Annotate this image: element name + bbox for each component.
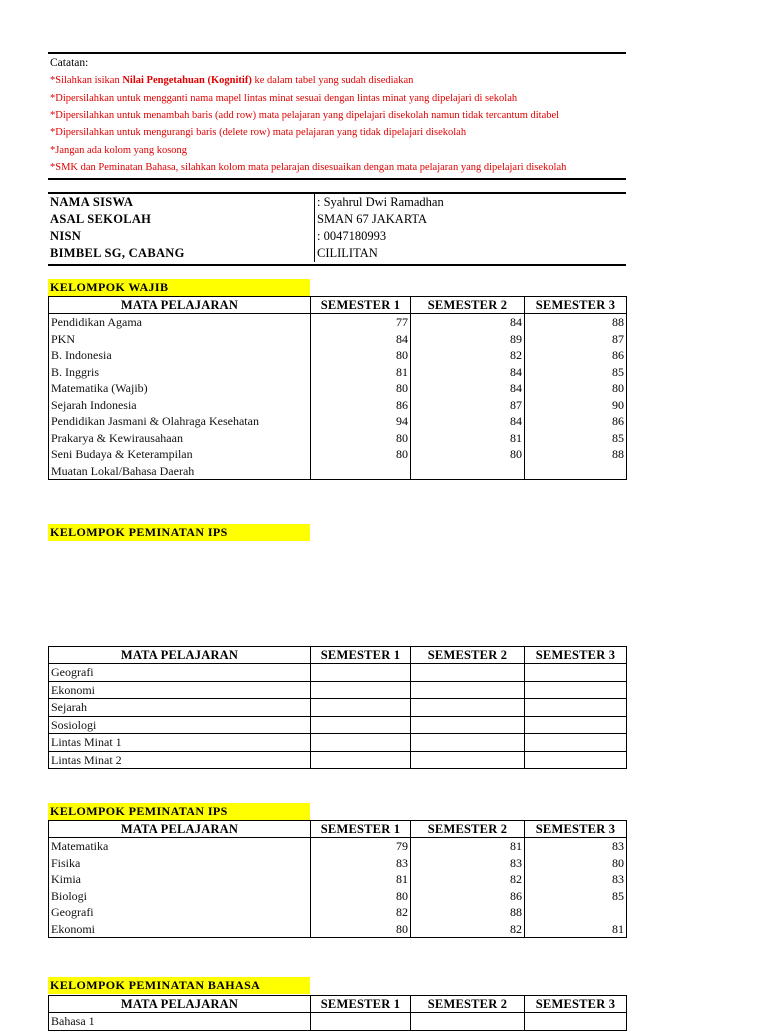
semester-3-cell[interactable] xyxy=(525,751,627,769)
semester-3-cell[interactable]: 80 xyxy=(525,855,627,872)
info-value[interactable]: SMAN 67 JAKARTA xyxy=(314,211,427,228)
note-line: *Jangan ada kolom yang kosong xyxy=(50,145,188,156)
info-row-name xyxy=(48,194,626,211)
table-header-row xyxy=(49,297,627,314)
subject-cell[interactable]: Matematika (Wajib) xyxy=(49,380,311,397)
semester-2-cell[interactable]: 84 xyxy=(411,364,525,381)
semester-2-cell[interactable]: 88 xyxy=(411,904,525,921)
semester-2-cell[interactable]: 82 xyxy=(411,921,525,938)
notes-box xyxy=(48,52,626,180)
subject-cell[interactable]: Sosiologi xyxy=(49,716,311,734)
semester-3-cell[interactable]: 83 xyxy=(525,871,627,888)
table-row xyxy=(49,838,627,855)
semester-1-cell[interactable] xyxy=(311,1013,411,1031)
semester-3-cell[interactable]: 81 xyxy=(525,921,627,938)
semester-3-cell[interactable]: 88 xyxy=(525,446,627,463)
table-row xyxy=(49,855,627,872)
semester-1-cell[interactable]: 82 xyxy=(311,904,411,921)
semester-1-cell[interactable] xyxy=(311,664,411,682)
semester-3-cell[interactable] xyxy=(525,681,627,699)
table-body xyxy=(49,314,627,480)
note-line: *SMK dan Peminatan Bahasa, silahkan kolom mata pelarajan disesuaikan dengan mata pelajaran yang dipelajari disekolah xyxy=(50,162,567,173)
semester-2-cell[interactable] xyxy=(411,681,525,699)
table-row xyxy=(49,716,627,734)
subject-cell[interactable]: B. Indonesia xyxy=(49,347,311,364)
table-row xyxy=(49,314,627,331)
info-label: NISN xyxy=(50,229,82,243)
semester-1-cell[interactable] xyxy=(311,751,411,769)
table-row xyxy=(49,681,627,699)
subject-cell[interactable]: Prakarya & Kewirausahaan xyxy=(49,430,311,447)
header-semester-1: SEMESTER 1 xyxy=(311,996,411,1013)
header-subject: MATA PELAJARAN xyxy=(49,996,311,1013)
semester-1-cell[interactable]: 77 xyxy=(311,314,411,331)
table-header-row xyxy=(49,996,627,1013)
semester-2-cell[interactable]: 84 xyxy=(411,314,525,331)
semester-2-cell[interactable] xyxy=(411,699,525,717)
table-row xyxy=(49,1013,627,1031)
header-semester-2: SEMESTER 2 xyxy=(411,647,525,664)
table-row xyxy=(49,413,627,430)
table-header-row xyxy=(49,647,627,664)
info-value[interactable]: CILILITAN xyxy=(314,245,378,262)
semester-2-cell[interactable]: 82 xyxy=(411,871,525,888)
semester-1-cell[interactable]: 80 xyxy=(311,380,411,397)
header-semester-3: SEMESTER 3 xyxy=(525,647,627,664)
semester-1-cell[interactable]: 80 xyxy=(311,888,411,905)
semester-2-cell[interactable]: 87 xyxy=(411,397,525,414)
note-bold-text: Nilai Pengetahuan (Kognitif) xyxy=(122,75,252,86)
table-row xyxy=(49,734,627,752)
table-bahasa xyxy=(48,995,627,1031)
semester-1-cell[interactable]: 94 xyxy=(311,413,411,430)
semester-3-cell[interactable]: 90 xyxy=(525,397,627,414)
table-row xyxy=(49,921,627,938)
info-value[interactable]: : 0047180993 xyxy=(314,228,386,245)
semester-1-cell[interactable]: 80 xyxy=(311,347,411,364)
section-title-bahasa: KELOMPOK PEMINATAN BAHASA xyxy=(48,977,310,994)
semester-1-cell[interactable] xyxy=(311,734,411,752)
semester-1-cell[interactable]: 84 xyxy=(311,331,411,348)
table-row xyxy=(49,888,627,905)
notes-heading: Catatan: xyxy=(50,57,89,69)
info-value[interactable]: : Syahrul Dwi Ramadhan xyxy=(314,194,444,211)
semester-3-cell[interactable] xyxy=(525,904,627,921)
subject-cell[interactable]: Geografi xyxy=(49,904,311,921)
semester-3-cell[interactable]: 80 xyxy=(525,380,627,397)
semester-2-cell[interactable] xyxy=(411,734,525,752)
semester-2-cell[interactable]: 84 xyxy=(411,380,525,397)
semester-3-cell[interactable]: 85 xyxy=(525,430,627,447)
semester-2-cell[interactable]: 86 xyxy=(411,888,525,905)
semester-2-cell[interactable] xyxy=(411,751,525,769)
table-row xyxy=(49,364,627,381)
subject-cell[interactable]: Pendidikan Agama xyxy=(49,314,311,331)
header-semester-3: SEMESTER 3 xyxy=(525,821,627,838)
header-semester-2: SEMESTER 2 xyxy=(411,821,525,838)
info-row-school xyxy=(48,211,626,228)
note-text: ke dalam tabel yang sudah disediakan xyxy=(251,75,414,86)
subject-cell[interactable]: Sejarah Indonesia xyxy=(49,397,311,414)
table-row xyxy=(49,904,627,921)
subject-cell[interactable]: Biologi xyxy=(49,888,311,905)
subject-cell[interactable]: Muatan Lokal/Bahasa Daerah xyxy=(49,463,311,480)
semester-1-cell[interactable] xyxy=(311,463,411,480)
semester-2-cell[interactable] xyxy=(411,664,525,682)
header-subject: MATA PELAJARAN xyxy=(49,297,311,314)
semester-1-cell[interactable]: 83 xyxy=(311,855,411,872)
semester-1-cell[interactable] xyxy=(311,681,411,699)
semester-3-cell[interactable] xyxy=(525,1013,627,1031)
semester-3-cell[interactable]: 87 xyxy=(525,331,627,348)
section-title-ips: KELOMPOK PEMINATAN IPS xyxy=(48,524,310,541)
note-line: *Dipersilahkan untuk mengurangi baris (delete row) mata pelajaran yang tidak dipelajari disekolah xyxy=(50,127,467,138)
table-body xyxy=(49,664,627,769)
table-body xyxy=(49,1013,627,1031)
table-row xyxy=(49,463,627,480)
table-row xyxy=(49,380,627,397)
note-line: *Dipersilahkan untuk mengganti nama mapel lintas minat sesuai dengan lintas minat yang dipelajari di sekolah xyxy=(50,93,518,104)
header-semester-1: SEMESTER 1 xyxy=(311,821,411,838)
subject-cell[interactable]: Pendidikan Jasmani & Olahraga Kesehatan xyxy=(49,413,311,430)
semester-1-cell[interactable] xyxy=(311,716,411,734)
table-row xyxy=(49,331,627,348)
semester-3-cell[interactable]: 88 xyxy=(525,314,627,331)
semester-2-cell[interactable] xyxy=(411,1013,525,1031)
subject-cell[interactable]: Kimia xyxy=(49,871,311,888)
subject-cell[interactable]: Matematika xyxy=(49,838,311,855)
table-ips-1 xyxy=(48,646,627,769)
subject-cell[interactable]: Geografi xyxy=(49,664,311,682)
header-semester-1: SEMESTER 1 xyxy=(311,297,411,314)
semester-3-cell[interactable] xyxy=(525,463,627,480)
semester-3-cell[interactable]: 85 xyxy=(525,364,627,381)
header-subject: MATA PELAJARAN xyxy=(49,821,311,838)
semester-1-cell[interactable]: 80 xyxy=(311,446,411,463)
semester-3-cell[interactable] xyxy=(525,716,627,734)
semester-1-cell[interactable] xyxy=(311,699,411,717)
semester-3-cell[interactable]: 86 xyxy=(525,347,627,364)
semester-1-cell[interactable]: 81 xyxy=(311,364,411,381)
semester-2-cell[interactable]: 84 xyxy=(411,413,525,430)
semester-3-cell[interactable]: 83 xyxy=(525,838,627,855)
section-title-wajib: KELOMPOK WAJIB xyxy=(48,279,310,296)
info-row-nisn xyxy=(48,228,626,245)
info-label: NAMA SISWA xyxy=(50,195,134,209)
table-header-row xyxy=(49,821,627,838)
header-semester-3: SEMESTER 3 xyxy=(525,996,627,1013)
header-semester-2: SEMESTER 2 xyxy=(411,297,525,314)
semester-1-cell[interactable]: 79 xyxy=(311,838,411,855)
semester-1-cell[interactable]: 81 xyxy=(311,871,411,888)
semester-1-cell[interactable]: 80 xyxy=(311,430,411,447)
semester-2-cell[interactable]: 89 xyxy=(411,331,525,348)
subject-cell[interactable]: Bahasa 1 xyxy=(49,1013,311,1031)
table-wajib xyxy=(48,296,627,480)
table-row xyxy=(49,347,627,364)
subject-cell[interactable]: Lintas Minat 1 xyxy=(49,734,311,752)
semester-3-cell[interactable]: 85 xyxy=(525,888,627,905)
header-semester-3: SEMESTER 3 xyxy=(525,297,627,314)
subject-cell[interactable]: Ekonomi xyxy=(49,921,311,938)
semester-2-cell[interactable] xyxy=(411,716,525,734)
semester-2-cell[interactable]: 82 xyxy=(411,347,525,364)
semester-2-cell[interactable]: 81 xyxy=(411,838,525,855)
table-row xyxy=(49,664,627,682)
table-ips-2 xyxy=(48,820,627,938)
subject-cell[interactable]: Lintas Minat 2 xyxy=(49,751,311,769)
semester-3-cell[interactable]: 86 xyxy=(525,413,627,430)
table-row xyxy=(49,446,627,463)
header-semester-1: SEMESTER 1 xyxy=(311,647,411,664)
semester-2-cell[interactable]: 83 xyxy=(411,855,525,872)
semester-3-cell[interactable] xyxy=(525,699,627,717)
semester-1-cell[interactable]: 86 xyxy=(311,397,411,414)
subject-cell[interactable]: B. Inggris xyxy=(49,364,311,381)
subject-cell[interactable]: Ekonomi xyxy=(49,681,311,699)
table-row xyxy=(49,751,627,769)
semester-3-cell[interactable] xyxy=(525,734,627,752)
table-row xyxy=(49,430,627,447)
info-label: ASAL SEKOLAH xyxy=(50,212,152,226)
semester-2-cell[interactable]: 80 xyxy=(411,446,525,463)
subject-cell[interactable]: Fisika xyxy=(49,855,311,872)
subject-cell[interactable]: Seni Budaya & Keterampilan xyxy=(49,446,311,463)
subject-cell[interactable]: Sejarah xyxy=(49,699,311,717)
info-label: BIMBEL SG, CABANG xyxy=(50,246,185,260)
table-row xyxy=(49,699,627,717)
header-subject: MATA PELAJARAN xyxy=(49,647,311,664)
semester-1-cell[interactable]: 80 xyxy=(311,921,411,938)
table-row xyxy=(49,397,627,414)
semester-2-cell[interactable] xyxy=(411,463,525,480)
header-semester-2: SEMESTER 2 xyxy=(411,996,525,1013)
table-body xyxy=(49,838,627,938)
info-row-branch xyxy=(48,245,626,262)
student-info xyxy=(48,192,626,266)
semester-2-cell[interactable]: 81 xyxy=(411,430,525,447)
note-line xyxy=(50,75,413,86)
note-text: *Silahkan isikan xyxy=(50,75,123,86)
subject-cell[interactable]: PKN xyxy=(49,331,311,348)
note-line: *Dipersilahkan untuk menambah baris (add row) mata pelajaran yang dipelajari disekolah namun tidak tercantum ditabel xyxy=(50,110,560,121)
section-title-ips: KELOMPOK PEMINATAN IPS xyxy=(48,803,310,820)
table-row xyxy=(49,871,627,888)
semester-3-cell[interactable] xyxy=(525,664,627,682)
